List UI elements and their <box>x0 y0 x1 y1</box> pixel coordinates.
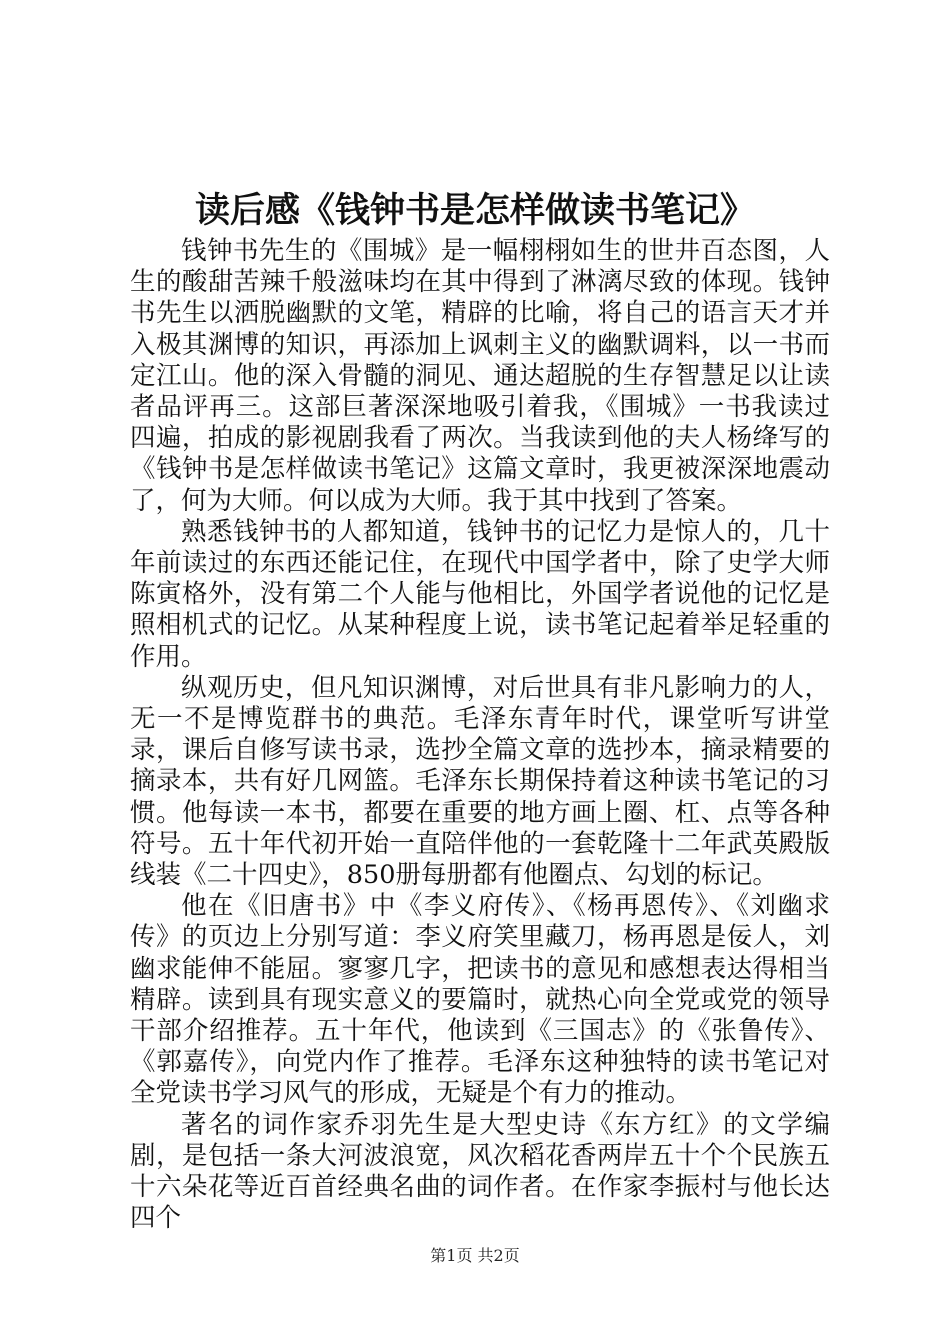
paragraph: 纵观历史，但凡知识渊博，对后世具有非凡影响力的人，无一不是博览群书的典范。毛泽东青年时代，课堂听写讲堂录，课后自修写读书录，选抄全篇文章的选抄本，摘录精要的摘录本，共有好几网篮。毛泽东长期保持着这种读书笔记的习惯。他每读一本书，都要在重要的地方画上圈、杠、点等各种符号。五十年代初开始一直陪伴他的一套乾隆十二年武英殿版线装《二十四史》，850册每册都有他圈点、勾划的标记。 <box>130 672 830 891</box>
paragraph: 钱钟书先生的《围城》是一幅栩栩如生的世井百态图，人生的酸甜苦辣千般滋味均在其中得到了淋漓尽致的体现。钱钟书先生以洒脱幽默的文笔，精辟的比喻，将自己的语言天才并入极其渊博的知识，再添加上讽刺主义的幽默调料，以一书而定江山。他的深入骨髓的洞见、通达超脱的生存智慧足以让读者品评再三。这部巨著深深地吸引着我，《围城》一书我读过四遍，拍成的影视剧我看了两次。当我读到他的夫人杨绛写的《钱钟书是怎样做读书笔记》这篇文章时，我更被深深地震动了，何为大师。何以成为大师。我于其中找到了答案。 <box>130 236 830 516</box>
document-body <box>130 236 830 1235</box>
document-title: 读后感《钱钟书是怎样做读书笔记》 <box>194 190 755 231</box>
page-number: 第1页 共2页 <box>430 1246 520 1265</box>
paragraph: 熟悉钱钟书的人都知道，钱钟书的记忆力是惊人的，几十年前读过的东西还能记住，在现代中国学者中，除了史学大师陈寅格外，没有第二个人能与他相比，外国学者说他的记忆是照相机式的记忆。从某种程度上说，读书笔记起着举足轻重的作用。 <box>130 516 830 672</box>
paragraph: 著名的词作家乔羽先生是大型史诗《东方红》的文学编剧，是包括一条大河波浪宽，风次稻花香两岸五十个个民族五十六朵花等近百首经典名曲的词作者。在作家李振村与他长达四个 <box>130 1109 830 1234</box>
page-footer <box>0 1246 950 1266</box>
paragraph: 他在《旧唐书》中《李义府传》、《杨再恩传》、《刘幽求传》的页边上分别写道：李义府笑里藏刀，杨再恩是佞人，刘幽求能伸不能屈。寥寥几字，把读书的意见和感想表达得相当精辟。读到具有现实意义的要篇时，就热心向全党或党的领导干部介绍推荐。五十年代，他读到《三国志》的《张鲁传》、《郭嘉传》，向党内作了推荐。毛泽东这种独特的读书笔记对全党读书学习风气的形成，无疑是个有力的推动。 <box>130 891 830 1109</box>
